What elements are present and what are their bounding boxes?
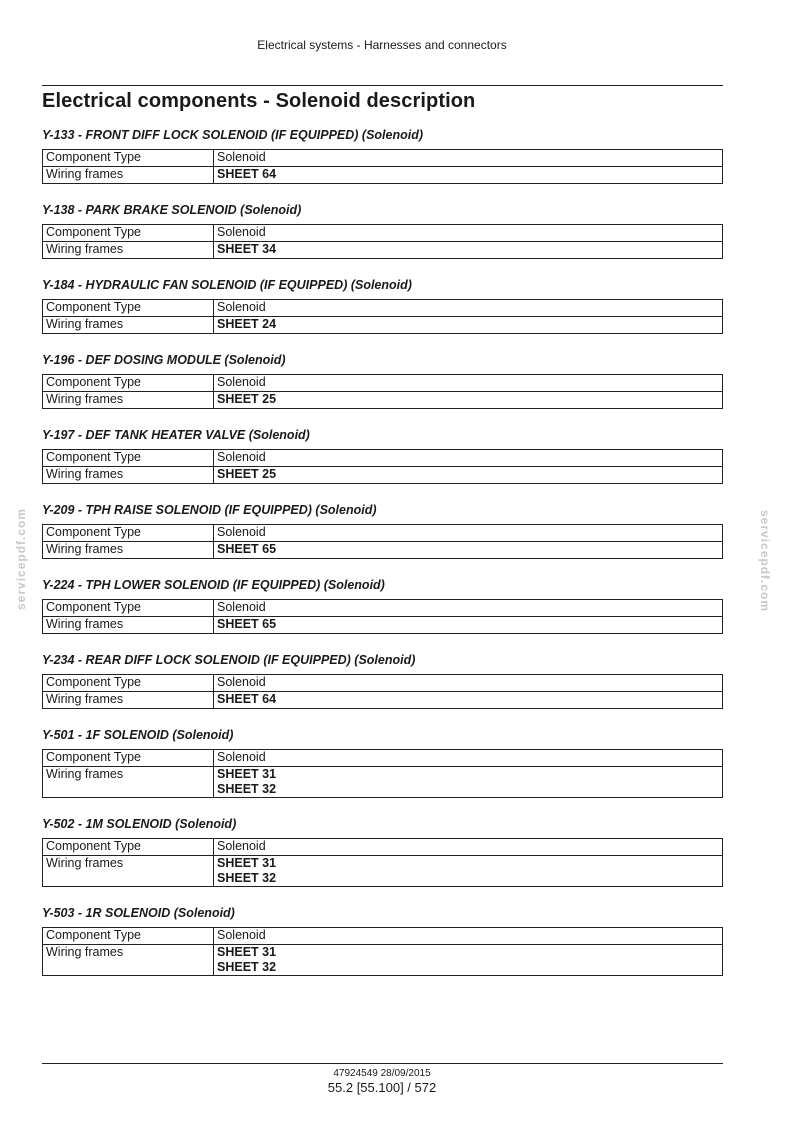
component-section — [42, 577, 723, 634]
watermark-right: servicepdf.com — [758, 510, 772, 613]
table-row — [43, 375, 723, 392]
component-type-label: Component Type — [43, 450, 214, 467]
spec-table — [42, 749, 723, 798]
table-row — [43, 675, 723, 692]
sheet-reference: SHEET 32 — [217, 871, 277, 885]
component-section — [42, 816, 723, 887]
wiring-frames-value — [214, 242, 723, 259]
table-row — [43, 300, 723, 317]
watermark-left: servicepdf.com — [14, 507, 28, 610]
table-row — [43, 392, 723, 409]
wiring-frames-value — [214, 617, 723, 634]
table-row — [43, 617, 723, 634]
sheet-reference: SHEET 31 — [217, 945, 277, 959]
table-row — [43, 150, 723, 167]
footer-rule — [42, 1063, 723, 1064]
page-title: Electrical components - Solenoid description — [42, 90, 476, 112]
component-type-value: Solenoid — [214, 928, 723, 945]
section-title: Y-133 - FRONT DIFF LOCK SOLENOID (IF EQUIPPED) (Solenoid) — [42, 128, 424, 142]
spec-table — [42, 449, 723, 484]
component-type-label: Component Type — [43, 375, 214, 392]
wiring-frames-value — [214, 767, 723, 798]
component-section — [42, 727, 723, 798]
wiring-frames-label: Wiring frames — [43, 617, 214, 634]
spec-table — [42, 838, 723, 887]
wiring-frames-label: Wiring frames — [43, 542, 214, 559]
section-title: Y-224 - TPH LOWER SOLENOID (IF EQUIPPED) (Solenoid) — [42, 578, 385, 592]
header-rule — [42, 85, 723, 86]
component-type-value: Solenoid — [214, 750, 723, 767]
wiring-frames-value — [214, 856, 723, 887]
component-type-label: Component Type — [43, 525, 214, 542]
wiring-frames-value — [214, 542, 723, 559]
component-type-value: Solenoid — [214, 300, 723, 317]
table-row — [43, 692, 723, 709]
wiring-frames-label: Wiring frames — [43, 467, 214, 484]
wiring-frames-label: Wiring frames — [43, 856, 214, 887]
sheet-reference: SHEET 65 — [217, 617, 277, 631]
wiring-frames-label: Wiring frames — [43, 692, 214, 709]
wiring-frames-label: Wiring frames — [43, 767, 214, 798]
spec-table — [42, 674, 723, 709]
component-type-value: Solenoid — [214, 600, 723, 617]
table-row — [43, 450, 723, 467]
component-list — [42, 127, 723, 994]
sheet-reference: SHEET 64 — [217, 692, 277, 706]
component-type-value: Solenoid — [214, 450, 723, 467]
spec-table — [42, 374, 723, 409]
component-section — [42, 502, 723, 559]
section-title: Y-197 - DEF TANK HEATER VALVE (Solenoid) — [42, 428, 310, 442]
spec-table — [42, 149, 723, 184]
wiring-frames-value — [214, 467, 723, 484]
component-section — [42, 352, 723, 409]
footer-doc-ref: 47924549 28/09/2015 — [333, 1068, 431, 1079]
component-type-label: Component Type — [43, 600, 214, 617]
table-row — [43, 767, 723, 798]
table-row — [43, 945, 723, 976]
component-type-label: Component Type — [43, 675, 214, 692]
table-row — [43, 225, 723, 242]
section-title: Y-503 - 1R SOLENOID (Solenoid) — [42, 906, 235, 920]
component-type-value: Solenoid — [214, 839, 723, 856]
component-section — [42, 905, 723, 976]
table-row — [43, 856, 723, 887]
wiring-frames-value — [214, 945, 723, 976]
section-title: Y-196 - DEF DOSING MODULE (Solenoid) — [42, 353, 286, 367]
component-type-label: Component Type — [43, 928, 214, 945]
table-row — [43, 750, 723, 767]
spec-table — [42, 524, 723, 559]
wiring-frames-value — [214, 167, 723, 184]
wiring-frames-label: Wiring frames — [43, 317, 214, 334]
sheet-reference: SHEET 32 — [217, 782, 277, 796]
spec-table — [42, 927, 723, 976]
component-section — [42, 652, 723, 709]
wiring-frames-label: Wiring frames — [43, 167, 214, 184]
sheet-reference: SHEET 32 — [217, 960, 277, 974]
sheet-reference: SHEET 25 — [217, 392, 277, 406]
table-row — [43, 600, 723, 617]
section-title: Y-501 - 1F SOLENOID (Solenoid) — [42, 728, 234, 742]
component-type-label: Component Type — [43, 225, 214, 242]
sheet-reference: SHEET 64 — [217, 167, 277, 181]
component-section — [42, 277, 723, 334]
spec-table — [42, 599, 723, 634]
section-title: Y-234 - REAR DIFF LOCK SOLENOID (IF EQUIPPED) (Solenoid) — [42, 653, 416, 667]
wiring-frames-label: Wiring frames — [43, 242, 214, 259]
section-title: Y-184 - HYDRAULIC FAN SOLENOID (IF EQUIPPED) (Solenoid) — [42, 278, 412, 292]
component-section — [42, 427, 723, 484]
component-type-value: Solenoid — [214, 150, 723, 167]
wiring-frames-label: Wiring frames — [43, 945, 214, 976]
footer-page-ref: 55.2 [55.100] / 572 — [327, 1080, 437, 1095]
sheet-reference: SHEET 25 — [217, 467, 277, 481]
spec-table — [42, 224, 723, 259]
section-title: Y-502 - 1M SOLENOID (Solenoid) — [42, 817, 237, 831]
sheet-reference: SHEET 31 — [217, 767, 277, 781]
component-type-label: Component Type — [43, 750, 214, 767]
table-row — [43, 467, 723, 484]
sheet-reference: SHEET 24 — [217, 317, 277, 331]
component-section — [42, 202, 723, 259]
component-type-label: Component Type — [43, 839, 214, 856]
wiring-frames-value — [214, 392, 723, 409]
wiring-frames-value — [214, 317, 723, 334]
sheet-reference: SHEET 34 — [217, 242, 277, 256]
component-type-value: Solenoid — [214, 375, 723, 392]
component-type-label: Component Type — [43, 300, 214, 317]
component-type-label: Component Type — [43, 150, 214, 167]
table-row — [43, 542, 723, 559]
section-title: Y-209 - TPH RAISE SOLENOID (IF EQUIPPED) (Solenoid) — [42, 503, 377, 517]
component-type-value: Solenoid — [214, 675, 723, 692]
table-row — [43, 525, 723, 542]
table-row — [43, 317, 723, 334]
section-title: Y-138 - PARK BRAKE SOLENOID (Solenoid) — [42, 203, 302, 217]
sheet-reference: SHEET 31 — [217, 856, 277, 870]
table-row — [43, 839, 723, 856]
sheet-reference: SHEET 65 — [217, 542, 277, 556]
table-row — [43, 167, 723, 184]
wiring-frames-value — [214, 692, 723, 709]
running-header: Electrical systems - Harnesses and connectors — [257, 38, 507, 52]
component-type-value: Solenoid — [214, 525, 723, 542]
component-type-value: Solenoid — [214, 225, 723, 242]
spec-table — [42, 299, 723, 334]
wiring-frames-label: Wiring frames — [43, 392, 214, 409]
table-row — [43, 242, 723, 259]
table-row — [43, 928, 723, 945]
component-section — [42, 127, 723, 184]
